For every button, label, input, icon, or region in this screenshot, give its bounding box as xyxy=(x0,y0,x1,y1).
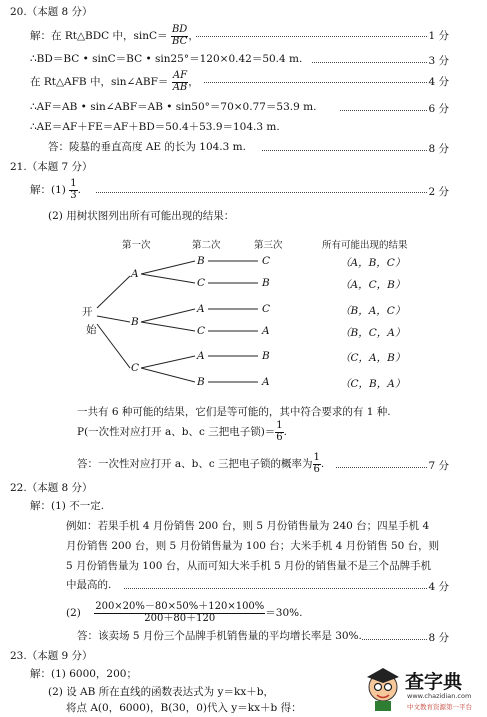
fraction-denominator: AB xyxy=(172,81,188,93)
q21-probability xyxy=(0,419,487,443)
q22-part2-tail: ＝30%. xyxy=(265,607,303,619)
q20-line1-lead: 解：在 Rt△BDC 中，sinC＝ xyxy=(30,30,168,42)
q22-part1: 解：(1) 不一定. xyxy=(30,500,105,512)
tree-col-second: 第二次 xyxy=(192,240,221,251)
tree-edge-first-second xyxy=(141,274,195,283)
q20-score-1: 1 分 xyxy=(428,30,449,42)
q21-part1-lead: 解：(1) xyxy=(30,184,66,196)
q20-line2-text: ∴BD＝BC • sinC＝BC • sin25°＝120×0.42＝50.4 m. xyxy=(30,53,303,65)
q22-header: 22.（本题 8 分） xyxy=(10,482,93,494)
q20-line3-lead: 在 Rt△AFB 中，sin∠ABF＝ xyxy=(30,76,169,88)
q21-summary: 一共有 6 种可能的结果，它们是等可能的，其中符合要求的有 1 种. xyxy=(77,406,391,418)
fraction-denominator: 6 xyxy=(276,431,283,443)
q21-part2-text: (2) 用树状图列出所有可能出现的结果： xyxy=(48,210,235,222)
q21-answer-fraction xyxy=(313,453,321,475)
tree-third-2: B xyxy=(262,277,270,289)
tree-third-3: C xyxy=(262,303,271,315)
tree-second-5: A xyxy=(197,350,205,362)
q22-answer: 答：该卖场 5 月份三个品牌手机销售量的平均增长率是 30%. xyxy=(77,630,362,642)
q20-line1-tail: ， xyxy=(188,30,199,42)
tree-second-1: B xyxy=(197,255,205,267)
fraction-numerator: AF xyxy=(172,70,188,81)
tree-second-3: A xyxy=(197,303,205,315)
q21-part1-tail: . xyxy=(77,184,81,196)
q21-score-7: 7 分 xyxy=(428,460,449,472)
q21-score-2: 2 分 xyxy=(428,186,449,198)
tree-result-1: （A，B，C） xyxy=(340,257,406,269)
tree-third-4: A xyxy=(262,325,270,337)
tree-first-A: A xyxy=(131,268,139,280)
q21-answer xyxy=(0,451,487,475)
tree-third-6: A xyxy=(262,376,270,388)
q21-header: 21.（本题 7 分） xyxy=(10,161,93,173)
q20-score-6: 6 分 xyxy=(428,103,449,115)
tree-result-4: （B，C，A） xyxy=(340,327,406,339)
fraction-denominator: 3 xyxy=(70,189,77,201)
tree-col-first: 第一次 xyxy=(122,240,151,251)
tree-result-2: （A，C，B） xyxy=(340,279,406,291)
fraction-denominator: 6 xyxy=(313,463,320,475)
tree-first-B: B xyxy=(131,316,139,328)
tree-col-results: 所有可能出现的结果 xyxy=(322,240,408,251)
q21-answer-tail: . xyxy=(320,458,325,470)
q21-answer-text xyxy=(77,453,324,475)
mascot-icon xyxy=(363,665,403,711)
tree-third-5: B xyxy=(262,350,270,362)
tree-third-1: C xyxy=(262,255,271,267)
tree-edge-start-B xyxy=(97,316,130,322)
q20-score-2: 3 分 xyxy=(428,55,449,67)
tree-first-C: C xyxy=(131,362,140,374)
q23-header: 23.（本题 9 分） xyxy=(10,650,93,662)
tree-edge-first-second xyxy=(141,356,195,368)
q20-header: 20.（本题 8 分） xyxy=(10,6,93,18)
q22-example-4-row xyxy=(0,577,487,593)
tree-start-2: 始 xyxy=(86,324,97,336)
q20-score-4: 4 分 xyxy=(428,76,449,88)
q22-example-3: 5 月份销售量为 100 台，从而可知大米手机 5 月份的销售量不是三个品牌手机 xyxy=(66,560,432,572)
tree-result-6: （C，B，A） xyxy=(340,378,406,390)
chazidian-logo xyxy=(363,665,481,713)
q21-probability-tail: . xyxy=(283,426,288,438)
leader-dots xyxy=(362,639,427,640)
fraction-numerator: BD xyxy=(171,24,188,35)
fraction-denominator: BC xyxy=(172,35,188,47)
q21-probability-fraction xyxy=(275,421,283,443)
q23-part2: (2) 设 AB 所在直线的函数表达式为 y＝kx＋b， xyxy=(48,686,274,698)
leader-dots xyxy=(336,467,427,468)
q22-score-4: 4 分 xyxy=(428,581,449,593)
q21-answer-lead: 答：一次性对应打开 a、b、c 三把电子锁的概率为 xyxy=(77,458,313,470)
logo-tagline: 中文教育资源第一平台 xyxy=(407,703,472,711)
logo-title: 查字典 xyxy=(405,671,463,693)
tree-second-2: C xyxy=(197,277,206,289)
leader-dots xyxy=(124,588,427,589)
tree-second-6: B xyxy=(197,376,205,388)
tree-second-4: C xyxy=(197,325,206,337)
tree-edge-first-second xyxy=(141,322,195,331)
tree-edge-first-second xyxy=(141,309,195,322)
fraction-numerator: 1 xyxy=(276,420,283,431)
tree-start-1: 开 xyxy=(82,306,93,318)
q20-line5-text: ∴AE＝AF＋FE＝AF＋BD＝50.4＋53.9＝104.3 m. xyxy=(30,121,280,133)
q22-answer-row xyxy=(0,628,487,644)
tree-result-3: （B，A，C） xyxy=(340,305,406,317)
q22-part2-text xyxy=(66,602,302,624)
q22-score-8: 8 分 xyxy=(428,632,449,644)
q23-part3: 将点 A(0，6000)，B(30，0)代入 y＝kx＋b 得： xyxy=(66,702,302,714)
tree-edge-first-second xyxy=(141,261,195,274)
q22-example-1: 例如：若果手机 4 月份销售 200 台，则 5 月份销售量为 240 台；四星手机 4 xyxy=(66,520,430,532)
q20-line4-text: ∴AF＝AB • sin∠ABF＝AB • sin50°＝70×0.77＝53.9 m. xyxy=(30,101,317,113)
q20-score-8: 8 分 xyxy=(428,143,449,155)
q22-example-2: 月份销售 200 台，则 5 月份销售量为 100 台；大米手机 4 月份销售 50 台，则 xyxy=(66,540,440,552)
q21-probability-lead: P(一次性对应打开 a、b、c 三把电子锁)＝ xyxy=(77,426,276,438)
tree-result-5: （C，A，B） xyxy=(340,352,406,364)
q22-part2 xyxy=(0,596,487,624)
tree-edge-start-C xyxy=(97,324,130,368)
q21-probability-text xyxy=(77,421,287,443)
tree-edge-first-second xyxy=(141,368,195,382)
q23-part1: 解：(1) 6000，200； xyxy=(30,668,137,680)
q22-part2-fraction xyxy=(94,602,265,624)
tree-col-third: 第三次 xyxy=(254,240,283,251)
fraction-numerator: 200×20%－80×50%＋120×100% xyxy=(95,601,265,612)
logo-url: www.chazidian.com xyxy=(407,692,472,700)
fraction-numerator: 1 xyxy=(70,178,77,189)
q22-part2-lead: (2) xyxy=(66,607,81,619)
tree-edge-start-A xyxy=(97,276,130,308)
q22-example-4: 中最高的. xyxy=(66,579,112,591)
q20-line6-text: 答：陵墓的垂直高度 AE 的长为 104.3 m. xyxy=(48,141,246,153)
fraction-denominator: 200＋80＋120 xyxy=(144,612,216,624)
fraction-numerator: 1 xyxy=(313,452,320,463)
q20-line3-tail: ， xyxy=(188,76,199,88)
